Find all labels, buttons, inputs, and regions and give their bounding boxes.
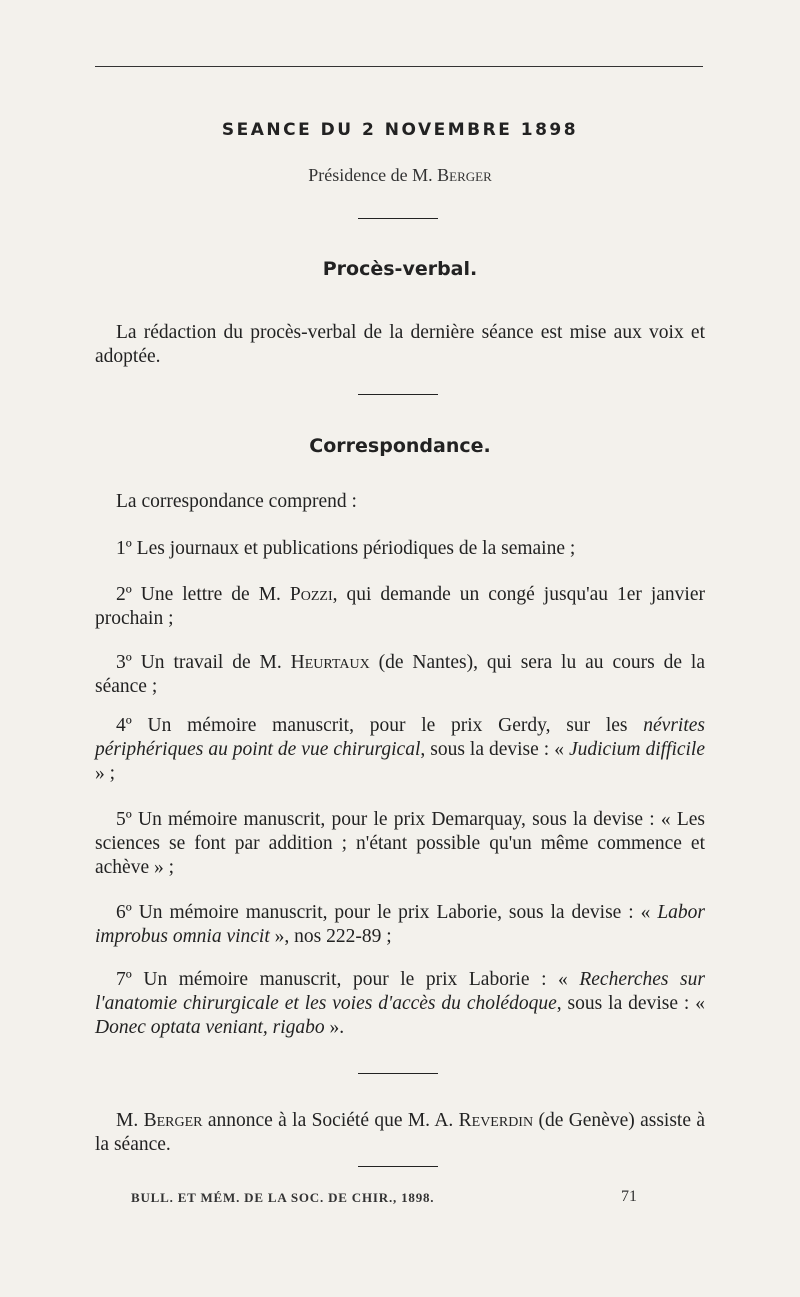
proces-verbal-text: La rédaction du procès-verbal de la dernière séance est mise aux voix et adoptée. — [95, 322, 705, 367]
proces-verbal-heading: Procès-verbal. — [322, 258, 478, 280]
president-name: Berger — [437, 165, 492, 185]
item-italic: Recherches sur l'anatomie chirurgicale et les voies d'accès du cholédoque — [95, 969, 705, 1014]
item-text: (de Genève) assiste à la séance. — [95, 1110, 706, 1155]
correspondance-heading: Correspondance. — [309, 435, 491, 457]
separator-rule — [358, 394, 438, 395]
item-italic: névrites périphériques au point de vue chirurgical — [95, 715, 705, 760]
item-text: 3º Un travail de M. — [116, 652, 291, 673]
correspondance-item-5: 5º Un mémoire manuscrit, pour le prix Demarquay, sous la devise : « Les sciences se font par addition ; n'étant possible qu'un même commence et achève » ; — [95, 809, 705, 878]
item-text: annonce à la Société que M. A. — [202, 1110, 459, 1131]
separator-rule — [358, 1073, 438, 1074]
correspondance-item-2 — [95, 583, 705, 631]
person-name: Reverdin — [458, 1110, 534, 1131]
correspondance-item-6 — [95, 901, 705, 949]
item-text: (de Nantes), qui sera lu au cours de la séance ; — [95, 652, 705, 697]
item-motto: Labor improbus omnia vincit — [95, 902, 705, 947]
separator-rule — [358, 218, 438, 219]
item-text: 6º Un mémoire manuscrit, pour le prix Laborie, sous la devise : « — [116, 902, 658, 923]
item-text: » ; — [95, 763, 116, 784]
item-text: , sous la devise : « — [556, 993, 706, 1014]
correspondance-intro: La correspondance comprend : — [116, 491, 357, 512]
item-motto: Donec optata veniant, rigabo — [95, 1017, 325, 1038]
correspondance-item-3 — [95, 651, 705, 699]
person-name: Pozzi — [289, 584, 333, 605]
journal-footer: BULL. ET MÉM. DE LA SOC. DE CHIR., 1898. — [131, 1190, 435, 1205]
presidence-line — [0, 165, 800, 186]
item-text: 4º Un mémoire manuscrit, pour le prix Gerdy, sur les — [116, 715, 644, 736]
presidence-prefix: Présidence de M. — [308, 165, 433, 185]
item-text: », nos 222-89 ; — [269, 926, 392, 947]
item-text: 7º Un mémoire manuscrit, pour le prix Laborie : « — [116, 969, 580, 990]
item-text: ». — [324, 1017, 345, 1038]
page-number: 71 — [621, 1188, 637, 1205]
item-text: M. — [116, 1110, 144, 1131]
item-text: , sous la devise : « — [420, 739, 569, 760]
person-name: Heurtaux — [290, 652, 370, 673]
correspondance-item-4 — [95, 714, 705, 786]
separator-rule — [358, 1166, 438, 1167]
item-text: 2º Une lettre de M. — [116, 584, 290, 605]
person-name: Berger — [143, 1110, 203, 1131]
correspondance-item-1: 1º Les journaux et publications périodiques de la semaine ; — [116, 538, 576, 559]
item-text: , qui demande un congé jusqu'au 1er janvier prochain ; — [95, 584, 705, 629]
correspondance-item-7 — [95, 968, 705, 1040]
item-motto: Judicium difficile — [568, 739, 706, 760]
announcement-text — [95, 1109, 705, 1157]
top-rule — [95, 66, 703, 67]
session-title: SEANCE DU 2 NOVEMBRE 1898 — [221, 120, 579, 140]
